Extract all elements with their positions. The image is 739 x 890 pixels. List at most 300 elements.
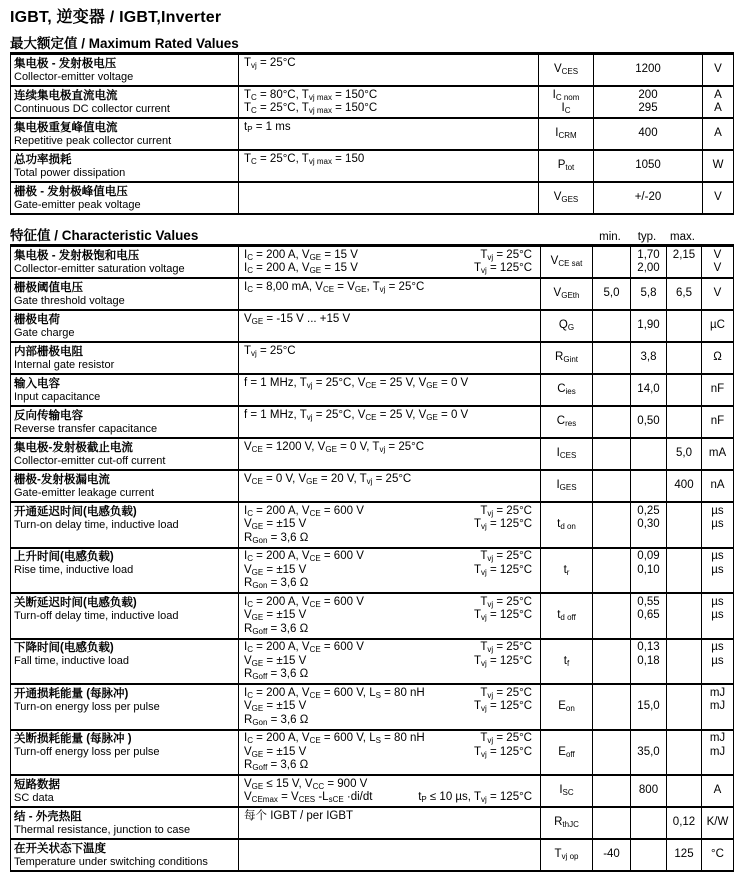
value-line: A [714,88,722,101]
condition-line [244,687,532,701]
min-cell [592,407,630,437]
value-line: mJ [709,700,726,712]
conditions-cell [238,87,538,117]
max-cell [666,311,701,341]
param-name-en: Input capacitance [14,390,101,403]
typ-cell [630,375,666,405]
param-cell [11,375,238,405]
condition-line [244,281,532,295]
param-name-zh: 栅极阈值电压 [14,281,83,294]
page-title: IGBT, 逆变器 / IGBT,Inverter [10,9,222,26]
symbol-cell [540,594,592,638]
param-name-zh: 连续集电极直流电流 [14,89,118,102]
table-row [11,594,733,640]
value-line: nF [710,415,725,428]
condition-right: $T_{vj} = 25^\circ C$ [480,641,532,654]
condition-line [244,623,532,637]
conditions-cell [238,311,540,341]
condition-right: $t_P \le 10$ µs, $T_{vj} = 125^\circ C$ [418,791,532,804]
table-row [11,375,733,407]
unit-cell [701,503,733,547]
param-name-zh: 短路数据 [14,778,60,791]
unit-cell [701,808,733,838]
condition-left: $I_C = 200$ A, $V_{CE} = 600$ V [244,641,364,654]
min-cell [592,594,630,638]
typ-cell [630,840,666,870]
section-title-characteristic: 特征值 / Characteristic Values [10,228,199,243]
value-line: $t_{d off}$ [557,609,576,622]
value-line: µs [711,641,724,653]
param-name-en: Turn-on delay time, inductive load [14,518,179,531]
param-cell [11,311,238,341]
param-cell [11,439,238,469]
condition-left: $V_{GE} = \pm 15$ V [244,700,307,713]
conditions-cell [238,151,538,181]
symbol-cell [538,151,593,181]
col-header-typ: typ. [637,231,657,243]
symbol-cell [540,731,592,775]
condition-line [244,505,532,519]
condition-left: 每个 IGBT / per IGBT [244,809,354,822]
value-line: mJ [709,745,726,758]
param-name-zh: 栅极-发射极漏电流 [14,473,110,486]
conditions-cell [238,594,540,638]
value-line: mA [708,447,727,460]
unit-cell [701,685,733,729]
condition-line: $T_C = 80^\circ C$, $T_{vj max} = 150^\circ C$ [244,88,378,102]
value-line: V [714,191,722,204]
max-cell [666,247,701,277]
typ-cell [630,247,666,277]
condition-left: $I_C = 200$ A, $V_{GE} = 15$ V [244,248,358,262]
value-line: nA [710,479,725,492]
typ-cell [630,343,666,373]
param-cell [11,471,238,501]
param-name-en: Turn-off delay time, inductive load [14,609,179,622]
param-name-en: Internal gate resistor [14,358,115,371]
value-line: A [714,127,722,140]
param-name-zh: 开通损耗能量 (每脉冲) [14,687,129,700]
conditions-cell [238,375,540,405]
condition-right: $T_{vj} = 125^\circ C$ [473,563,532,577]
condition-left: $I_C = 200$ A, $V_{GE} = 15$ V [244,262,358,275]
typ-cell [630,640,666,684]
max-rated-values-table [10,52,734,215]
table-row [11,55,733,87]
condition-left: $I_C = 200$ A, $V_{CE} = 600$ V [244,595,364,609]
max-cell [666,776,701,806]
value-line: 1200 [635,63,661,76]
condition-right: $T_{vj} = 125^\circ C$ [473,518,532,531]
param-name-en: Gate-emitter leakage current [14,486,155,499]
typ-cell [630,311,666,341]
condition-line [244,441,532,455]
value-line: K/W [706,816,729,829]
value-line: $V_{GEth}$ [553,287,580,301]
symbol-cell [540,549,592,593]
condition-line [244,345,532,359]
value-line: 0,13 [637,641,660,653]
value-line: $V_{GES}$ [553,191,579,205]
value-line: µs [711,550,724,562]
value-line: $I_{GES}$ [556,479,577,493]
param-cell [11,503,238,547]
value-line: 1050 [635,159,661,172]
unit-cell [701,375,733,405]
max-cell [666,685,701,729]
typ-cell [630,279,666,309]
condition-left: $V_{CE} = 0$ V, $V_{GE} = 20$ V, $T_{vj} = 25^\circ C$ [244,472,412,486]
condition-left: $V_{CE} = 1200$ V, $V_{GE} = 0$ V, $T_{vj} = 25^\circ C$ [244,440,425,454]
conditions-cell [238,407,540,437]
value-line: V [714,63,722,76]
value-line: 5,0 [603,287,620,300]
condition-right: $T_{vj} = 25^\circ C$ [480,248,532,262]
condition-right: $T_{vj} = 125^\circ C$ [473,700,532,713]
param-name-en: Continuous DC collector current [14,102,170,115]
param-cell [11,731,238,775]
unit-cell [702,151,733,181]
unit-cell [702,119,733,149]
param-name-en: Thermal resistance, junction to case [14,823,191,836]
condition-line: $t_P = 1$ ms [244,120,291,134]
condition-line [244,714,532,728]
value-line: $R_{Gint}$ [555,351,578,365]
value-line: W [712,159,724,172]
symbol-cell [540,311,592,341]
condition-line [244,746,532,760]
min-cell [592,375,630,405]
table-row [11,640,733,686]
condition-line [244,759,532,773]
max-cell [666,471,701,501]
value-line: $t_f$ [563,654,570,668]
unit-cell [701,776,733,806]
conditions-cell [238,731,540,775]
typ-cell [630,407,666,437]
max-cell [666,594,701,638]
value-line: µs [711,595,724,608]
condition-left: $I_C = 200$ A, $V_{CE} = 600$ V, $L_S = 80$ nH [244,732,425,745]
condition-line [244,810,532,824]
conditions-cell [238,503,540,547]
value-line: 2,15 [672,248,696,261]
value-line: A [714,102,722,114]
value-cell [593,87,702,117]
table-row [11,279,733,311]
value-line: $V_{CE sat}$ [550,255,583,269]
condition-line [244,641,532,655]
condition-line [244,249,532,263]
value-line: $C_{ies}$ [557,383,576,397]
condition-line [244,609,532,623]
table-row [11,183,733,215]
param-cell [11,407,238,437]
param-name-en: SC data [14,791,54,804]
unit-cell [701,549,733,593]
min-cell [592,503,630,547]
min-cell [592,311,630,341]
condition-left: $V_{GE} = \pm 15$ V [244,609,307,622]
param-cell [11,119,238,149]
min-cell [592,640,630,684]
param-name-en: Gate charge [14,326,75,339]
max-cell [666,375,701,405]
condition-left: $R_{Gon} = 3,6$ Ω [244,713,309,727]
table-row [11,311,733,343]
param-name-zh: 总功率损耗 [14,153,72,166]
value-cell [593,119,702,149]
param-name-zh: 在开关状态下温度 [14,842,106,855]
condition-left: $V_{GE} \le 15$ V, $V_{CC} = 900$ V [244,777,368,791]
value-line: 0,10 [637,563,660,576]
unit-cell [701,640,733,684]
value-line: V [713,248,722,261]
symbol-cell [538,183,593,213]
symbol-cell [540,247,592,277]
condition-line [244,596,532,610]
symbol-cell [538,119,593,149]
table-row [11,776,733,808]
param-name-zh: 结 - 外壳热阻 [14,810,82,823]
value-line: $I_{CES}$ [556,447,577,461]
value-line: $Q_G$ [558,319,575,333]
conditions-cell [238,471,540,501]
value-line: µs [711,609,724,621]
condition-right: $T_{vj} = 25^\circ C$ [480,504,532,518]
condition-line [244,791,532,805]
value-line: $t_r$ [563,563,570,577]
condition-line: $T_{vj} = 25^\circ C$ [244,56,296,70]
table-row [11,87,733,119]
table-row [11,808,733,840]
condition-line [244,668,532,682]
value-cell [593,151,702,181]
condition-left: $V_{CEmax} = V_{CES}$ $-L_{sCE} \cdot di/dt$ [244,791,373,804]
param-name-zh: 集电极 - 发射极电压 [14,57,117,70]
condition-line: $T_C = 25^\circ C$, $T_{vj max} = 150$ [244,152,365,166]
condition-line [244,409,532,423]
max-cell [666,840,701,870]
max-cell [666,731,701,775]
min-cell [592,279,630,309]
condition-right: $T_{vj} = 125^\circ C$ [473,745,532,759]
param-name-en: Collector-emitter cut-off current [14,454,166,467]
typ-cell [630,731,666,775]
param-cell [11,840,238,870]
value-line: 400 [638,127,658,140]
param-cell [11,594,238,638]
param-cell [11,247,238,277]
condition-line: $T_C = 25^\circ C$, $T_{vj max} = 150^\circ C$ [244,102,378,115]
unit-cell [701,840,733,870]
condition-left: $R_{Goff} = 3,6$ Ω [244,622,309,636]
conditions-cell [238,247,540,277]
conditions-cell [238,549,540,593]
table-row [11,439,733,471]
condition-left: $I_C = 200$ A, $V_{CE} = 600$ V [244,504,364,518]
param-name-zh: 反向传输电容 [14,409,83,422]
condition-line [244,313,532,327]
max-cell [666,640,701,684]
condition-left: $I_C = 200$ A, $V_{CE} = 600$ V [244,550,364,563]
value-line: 35,0 [637,745,660,758]
value-line: $I_{CRM}$ [555,127,577,141]
value-line: nF [710,383,725,396]
table-row [11,471,733,503]
value-cell [593,55,702,85]
condition-line [244,700,532,714]
param-name-zh: 集电极 - 发射极饱和电压 [14,249,140,262]
min-cell [592,685,630,729]
param-name-en: Turn-on energy loss per pulse [14,700,160,713]
conditions-cell [238,119,538,149]
value-line: 0,09 [637,550,660,562]
symbol-cell [540,840,592,870]
condition-line [244,262,532,276]
value-line: µs [711,504,724,517]
min-cell [592,731,630,775]
value-line: 0,18 [637,654,660,667]
table-row [11,343,733,375]
param-cell [11,279,238,309]
condition-left: f = 1 MHz, $T_{vj} = 25^\circ C$, $V_{CE} = 25$ V, $V_{GE} = 0$ V [244,408,469,422]
condition-left: $I_C = 200$ A, $V_{CE} = 600$ V, $L_S = 80$ nH [244,686,425,700]
value-line: $P_{tot}$ [557,159,575,173]
condition-line [244,377,532,391]
conditions-cell [238,685,540,729]
symbol-cell [540,407,592,437]
characteristic-section-header [10,227,732,244]
param-cell [11,776,238,806]
value-line: 5,8 [640,287,657,300]
condition-left: $V_{GE} = -15$ V ... +15 V [244,312,351,326]
unit-cell [701,471,733,501]
param-name-zh: 下降时间(电感负载) [14,642,114,654]
value-line: A [713,784,722,797]
param-name-zh: 上升时间(电感负载) [14,551,114,563]
characteristic-values-table [10,244,734,872]
col-header-unit-spacer [700,243,732,244]
min-cell [592,247,630,277]
condition-line [244,778,532,792]
table-row [11,685,733,731]
param-cell [11,87,238,117]
value-line: 15,0 [637,700,660,712]
max-cell [666,503,701,547]
conditions-cell [238,279,540,309]
param-name-en: Rise time, inductive load [14,564,134,576]
param-name-en: Gate-emitter peak voltage [14,198,141,211]
value-line: $I_C$ [561,102,571,115]
table-row [11,840,733,872]
param-cell [11,808,238,838]
value-line: $I_{C nom}$ [552,88,580,102]
unit-cell [701,279,733,309]
param-name-en: Total power dissipation [14,166,126,179]
value-line: $t_{d on}$ [557,518,576,531]
conditions-cell [238,640,540,684]
condition-right: $T_{vj} = 25^\circ C$ [480,595,532,609]
value-line: $T_{vj op}$ [554,848,579,862]
condition-left: $V_{GE} = \pm 15$ V [244,518,307,531]
condition-left: f = 1 MHz, $T_{vj} = 25^\circ C$, $V_{CE} = 25$ V, $V_{GE} = 0$ V [244,376,469,390]
table-row [11,119,733,151]
unit-cell [702,87,733,117]
value-line: °C [711,848,724,861]
condition-right: $T_{vj} = 25^\circ C$ [480,550,532,563]
value-line: 1,90 [637,319,660,332]
typ-cell [630,549,666,593]
max-cell [666,279,701,309]
unit-cell [701,407,733,437]
param-name-zh: 输入电容 [14,377,60,390]
param-name-zh: 栅极 - 发射极峰值电压 [14,185,128,198]
symbol-cell [540,685,592,729]
value-line: mJ [709,732,726,744]
condition-left: $R_{Gon} = 3,6$ Ω [244,531,309,545]
param-name-zh: 关断损耗能量 (每脉冲 ) [14,733,132,745]
min-cell [592,549,630,593]
value-line: µs [711,654,724,667]
value-line: mJ [709,686,726,699]
symbol-cell [538,87,593,117]
param-name-en: Fall time, inductive load [14,655,129,667]
conditions-cell [238,439,540,469]
param-cell [11,685,238,729]
condition-line [244,564,532,578]
value-cell [593,183,702,213]
conditions-cell [238,776,540,806]
param-cell [11,640,238,684]
value-line: 3,8 [640,351,657,364]
value-line: 0,50 [637,415,660,428]
value-line: 14,0 [637,383,660,396]
condition-right: $T_{vj} = 125^\circ C$ [473,654,532,668]
typ-cell [630,685,666,729]
unit-cell [702,183,733,213]
max-cell [666,439,701,469]
value-line: µs [711,563,724,576]
unit-cell [701,731,733,775]
param-cell [11,549,238,593]
max-cell [666,808,701,838]
value-line: 295 [638,102,658,114]
unit-cell [701,594,733,638]
param-name-en: Collector-emitter voltage [14,70,134,83]
symbol-cell [540,343,592,373]
symbol-cell [540,375,592,405]
conditions-cell [238,840,540,870]
value-line: 200 [638,88,658,101]
value-line: -40 [603,848,620,861]
min-cell [592,471,630,501]
value-line: 0,65 [637,609,660,621]
table-row [11,407,733,439]
condition-line [244,577,532,591]
param-name-zh: 集电极-发射极截止电流 [14,441,133,454]
condition-right: $T_{vj} = 25^\circ C$ [480,732,532,745]
value-line: 6,5 [676,287,692,300]
symbol-cell [540,439,592,469]
min-cell [592,776,630,806]
conditions-cell [238,808,540,838]
param-name-en: Turn-off energy loss per pulse [14,746,160,758]
typ-cell [630,776,666,806]
condition-right: $T_{vj} = 125^\circ C$ [473,262,532,275]
value-line: V [713,287,722,300]
min-cell [592,343,630,373]
